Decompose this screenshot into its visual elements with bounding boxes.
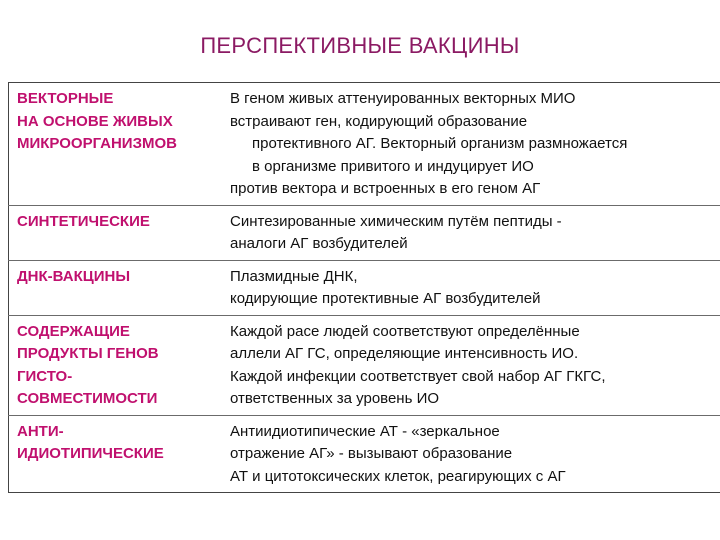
description-line: Плазмидные ДНК,	[230, 267, 358, 285]
table-row	[9, 83, 720, 206]
description-line: в организме привитого и индуцирует ИО	[252, 157, 534, 175]
row-category-dna: ДНК-ВАКЦИНЫ	[9, 260, 219, 315]
table-row	[9, 205, 720, 260]
description-line: ответственных за уровень ИО	[230, 390, 440, 407]
description-line: протективного АГ. Векторный организм размножается	[252, 135, 628, 152]
row-category-synthetic: СИНТЕТИЧЕСКИЕ	[9, 205, 219, 260]
description-line: отражение АГ» - вызывают образование	[230, 445, 513, 462]
row-category-histocompatibility: СОДЕРЖАЩИЕ ПРОДУКТЫ ГЕНОВ ГИСТО- СОВМЕСТИМОСТИ	[9, 315, 219, 415]
row-description-vector	[218, 83, 720, 206]
row-description-histocompatibility	[218, 315, 720, 415]
description-line: аналоги АГ возбудителей	[230, 235, 408, 252]
description-line: Каждой расе людей соответствуют определённые	[230, 322, 580, 340]
row-category-anti-idiotypic: АНТИ- ИДИОТИПИЧЕСКИЕ	[9, 415, 219, 493]
description-line: против вектора и встроенных в его геном АГ	[230, 180, 541, 197]
vaccines-table	[8, 82, 720, 493]
page-title: ПЕРСПЕКТИВНЫЕ ВАКЦИНЫ	[200, 33, 520, 58]
table-row	[9, 315, 720, 415]
row-description-synthetic	[218, 205, 720, 260]
row-description-anti-idiotypic	[218, 415, 720, 493]
description-line: встраивают ген, кодирующий образование	[230, 112, 528, 130]
table-row	[9, 260, 720, 315]
description-line: Синтезированные химическим путём пептиды -	[230, 212, 562, 230]
description-line: В геном живых аттенуированных векторных МИО	[230, 90, 576, 107]
description-line: Антиидиотипические АТ - «зеркальное	[230, 422, 500, 440]
table-row	[9, 415, 720, 493]
description-line: аллели АГ ГС, определяющие интенсивность ИО.	[230, 345, 579, 362]
description-line: кодирующие протективные АГ возбудителей	[230, 290, 541, 307]
row-description-dna	[218, 260, 720, 315]
description-line: АТ и цитотоксических клеток, реагирующих с АГ	[230, 467, 566, 485]
description-line: Каждой инфекции соответствует свой набор АГ ГКГС,	[230, 367, 606, 385]
row-category-vector: ВЕКТОРНЫЕ НА ОСНОВЕ ЖИВЫХ МИКРООРГАНИЗМОВ	[9, 83, 219, 206]
